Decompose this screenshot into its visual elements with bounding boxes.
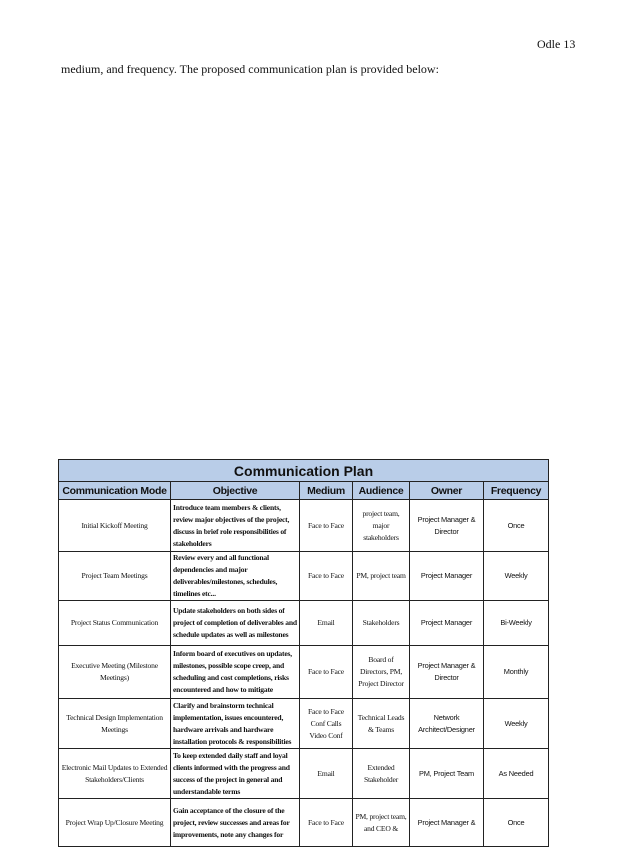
cell-mode: Project Team Meetings (59, 552, 171, 601)
cell-owner: Project Manager (410, 552, 484, 601)
table-row (59, 799, 549, 847)
cell-owner: Project Manager & Director (410, 500, 484, 552)
cell-medium: Face to Face (300, 500, 353, 552)
cell-frequency: Once (484, 799, 549, 847)
cell-audience: Board of Directors, PM, Project Director (353, 646, 410, 699)
cell-audience: PM, project team, and CEO & (353, 799, 410, 847)
header-frequency: Frequency (484, 482, 549, 500)
cell-frequency: Monthly (484, 646, 549, 699)
table-header-row (59, 482, 549, 500)
cell-owner: Project Manager & (410, 799, 484, 847)
cell-medium: Face to Face (300, 799, 353, 847)
header-audience: Audience (353, 482, 410, 500)
table-row (59, 699, 549, 749)
cell-mode: Project Wrap Up/Closure Meeting (59, 799, 171, 847)
page-number: Odle 13 (537, 37, 576, 51)
cell-audience: Technical Leads & Teams (353, 699, 410, 749)
cell-owner: PM, Project Team (410, 749, 484, 799)
cell-mode: Executive Meeting (Milestone Meetings) (59, 646, 171, 699)
communication-plan-table (58, 459, 549, 847)
table-row (59, 500, 549, 552)
cell-mode: Electronic Mail Updates to Extended Stakeholders/Clients (59, 749, 171, 799)
cell-frequency: Weekly (484, 552, 549, 601)
cell-audience: Extended Stakeholder (353, 749, 410, 799)
cell-objective: Review every and all functional dependencies and major deliverables/milestones, schedules, timelines etc... (171, 552, 300, 601)
table-row (59, 646, 549, 699)
cell-owner: Project Manager (410, 601, 484, 646)
cell-mode: Technical Design Implementation Meetings (59, 699, 171, 749)
cell-mode: Initial Kickoff Meeting (59, 500, 171, 552)
cell-objective: To keep extended daily staff and loyal clients informed with the progress and success of the project in general and understandable terms (171, 749, 300, 799)
cell-medium: Email (300, 601, 353, 646)
header-objective: Objective (171, 482, 300, 500)
cell-frequency: As Needed (484, 749, 549, 799)
table-row (59, 552, 549, 601)
header-communication-mode: Communication Mode (59, 482, 171, 500)
table-row (59, 601, 549, 646)
cell-medium: Face to Face (300, 646, 353, 699)
cell-objective: Update stakeholders on both sides of project of completion of deliverables and schedule updates as well as milestones (171, 601, 300, 646)
cell-objective: Introduce team members & clients, review major objectives of the project, discuss in brief role responsibilities of stakeholders (171, 500, 300, 552)
cell-audience: Stakeholders (353, 601, 410, 646)
intro-paragraph: medium, and frequency. The proposed communication plan is provided below: (61, 62, 439, 76)
table-row (59, 749, 549, 799)
header-medium: Medium (300, 482, 353, 500)
cell-frequency: Weekly (484, 699, 549, 749)
cell-mode: Project Status Communication (59, 601, 171, 646)
table-title-row (59, 460, 549, 482)
cell-audience: project team, major stakeholders (353, 500, 410, 552)
cell-medium: Email (300, 749, 353, 799)
cell-objective: Clarify and brainstorm technical implementation, issues encountered, hardware arrivals and hardware installation protocols & responsibilities (171, 699, 300, 749)
header-owner: Owner (410, 482, 484, 500)
cell-audience: PM, project team (353, 552, 410, 601)
cell-owner: Project Manager & Director (410, 646, 484, 699)
cell-objective: Gain acceptance of the closure of the project, review successes and areas for improvements, note any changes for (171, 799, 300, 847)
table-title: Communication Plan (59, 460, 549, 482)
cell-medium: Face to Face (300, 552, 353, 601)
cell-frequency: Once (484, 500, 549, 552)
cell-medium: Face to Face Conf Calls Video Conf (300, 699, 353, 749)
cell-owner: Network Architect/Designer (410, 699, 484, 749)
cell-objective: Inform board of executives on updates, milestones, possible scope creep, and scheduling and cost completions, risks encountered and how to mitigate (171, 646, 300, 699)
cell-frequency: Bi-Weekly (484, 601, 549, 646)
